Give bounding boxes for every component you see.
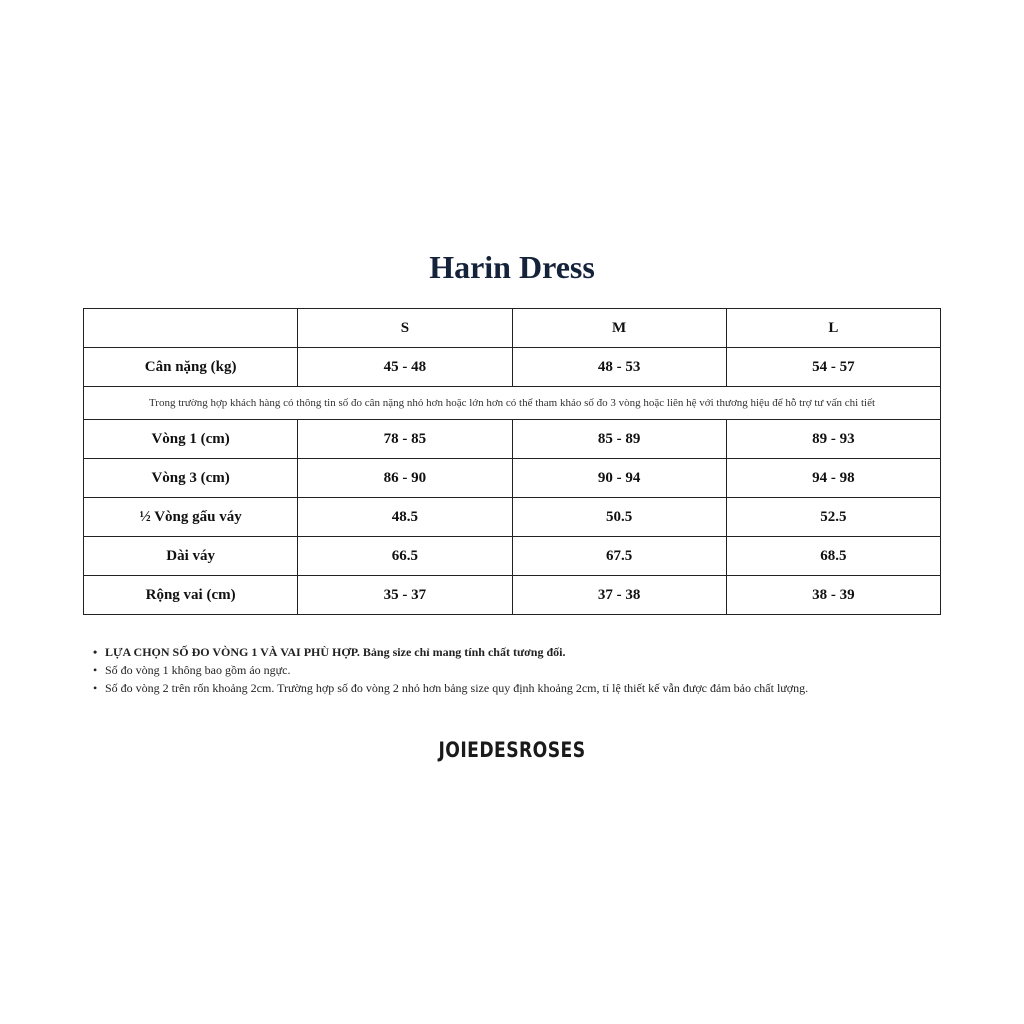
cell-s: 45 - 48 [298, 348, 512, 387]
cell-m: 48 - 53 [512, 348, 726, 387]
cell-m: 90 - 94 [512, 459, 726, 498]
table-row [84, 348, 941, 387]
cell-s: 78 - 85 [298, 420, 512, 459]
cell-s: 48.5 [298, 498, 512, 537]
table-row [84, 459, 941, 498]
table-row [84, 537, 941, 576]
cell-l: 68.5 [726, 537, 940, 576]
list-item [93, 661, 953, 679]
brand-logo: JOIEDESROSES [438, 738, 586, 762]
cell-m: 50.5 [512, 498, 726, 537]
list-item [93, 679, 953, 697]
cell-l: 52.5 [726, 498, 940, 537]
table-header-row [84, 309, 941, 348]
note-text: LỰA CHỌN SỐ ĐO VÒNG 1 VÀ VAI PHÙ HỢP. Bảng size chỉ mang tính chất tương đối. [105, 645, 566, 659]
cell-l: 89 - 93 [726, 420, 940, 459]
table-header-cell-s: S [298, 309, 512, 348]
row-label: Vòng 1 (cm) [84, 420, 298, 459]
cell-s: 35 - 37 [298, 576, 512, 615]
page-title: Harin Dress [429, 249, 595, 285]
cell-m: 37 - 38 [512, 576, 726, 615]
cell-m: 85 - 89 [512, 420, 726, 459]
table-header-cell-empty [84, 309, 298, 348]
row-label: Rộng vai (cm) [84, 576, 298, 615]
cell-l: 94 - 98 [726, 459, 940, 498]
notes-list [93, 643, 953, 697]
row-label: Cân nặng (kg) [84, 348, 298, 387]
row-label: Dài váy [84, 537, 298, 576]
list-item [93, 643, 953, 661]
row-label: ½ Vòng gấu váy [84, 498, 298, 537]
cell-s: 86 - 90 [298, 459, 512, 498]
bullet-icon: • [93, 663, 98, 677]
table-row [84, 498, 941, 537]
cell-l: 54 - 57 [726, 348, 940, 387]
row-label: Vòng 3 (cm) [84, 459, 298, 498]
cell-l: 38 - 39 [726, 576, 940, 615]
table-row [84, 576, 941, 615]
bullet-icon: • [93, 645, 98, 659]
table-header-cell-m: M [512, 309, 726, 348]
cell-s: 66.5 [298, 537, 512, 576]
note-text: Số đo vòng 2 trên rốn khoảng 2cm. Trường hợp số đo vòng 2 nhỏ hơn bảng size quy định khoảng 2cm, tỉ lệ thiết kế vẫn được đảm bảo chất lượng. [105, 681, 809, 695]
table-header-cell-l: L [726, 309, 940, 348]
note-text: Số đo vòng 1 không bao gồm áo ngực. [105, 663, 291, 677]
table-note: Trong trường hợp khách hàng có thông tin số đo cân nặng nhỏ hơn hoặc lớn hơn có thể tham khảo số đo 3 vòng hoặc liên hệ với thương hiệu để hỗ trợ tư vấn chi tiết [84, 387, 941, 420]
cell-m: 67.5 [512, 537, 726, 576]
table-row [84, 420, 941, 459]
table-note-row [84, 387, 941, 420]
size-table [83, 308, 941, 615]
bullet-icon: • [93, 681, 98, 695]
